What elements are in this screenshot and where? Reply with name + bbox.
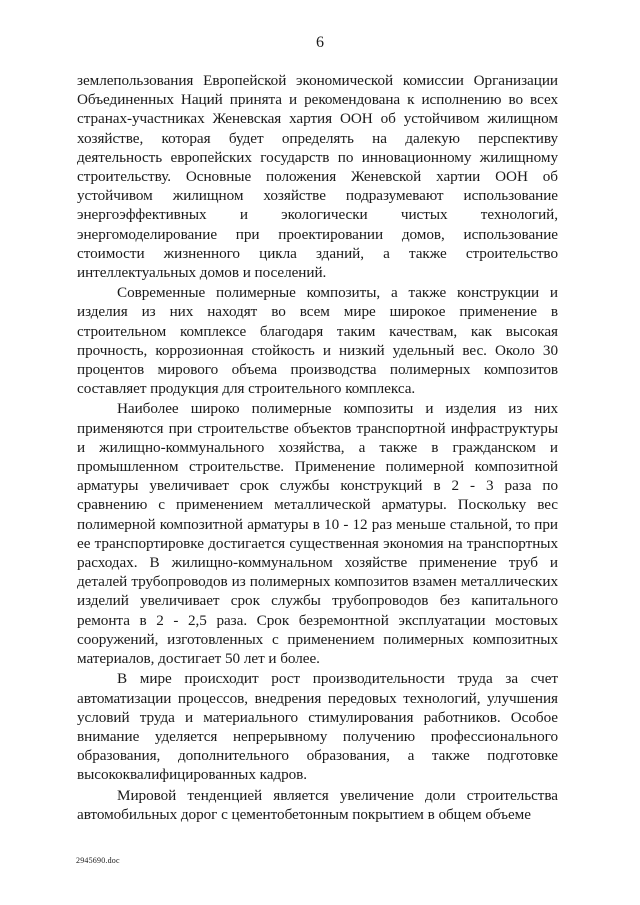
paragraph-polymer-composites: Современные полимерные композиты, а также конструкции и изделия из них находят во всем мире широкое применение в строительном комплексе благодаря таким качествам, как высокая прочность, коррозионная стойкость и низкий удельный вес. Около 30 процентов мирового объема производства полимерных композитов составляет продукция для строительного комплекса.	[77, 284, 558, 398]
paragraph-concrete-roads: Мировой тенденцией является увеличение доли строительства автомобильных дорог с цементобетонным покрытием в общем объеме	[77, 786, 558, 823]
document-file-id: 2945690.doc	[76, 856, 120, 865]
paragraph-composite-applications: Наиболее широко полимерные композиты и изделия из них применяются при строительстве объектов транспортной инфраструктуры и жилищно-коммунального хозяйства, а также в гражданском и промышленном строительстве. Применение полимерной композитной арматуры увеличивает срок службы конструкций в 2 - 3 раза по сравнению с применением металлической арматуры. Поскольку вес полимерной композитной арматуры в 10 - 12 раз меньше стальной, то при ее транспортировке достигается существенная экономия на транспортных расходах. В жилищно-коммунальном хозяйстве применение труб и деталей трубопроводов из полимерных композитов взамен металлических изделий увеличивает срок службы трубопроводов без капитального ремонта в 2 - 2,5 раза. Срок безремонтной эксплуатации мостовых сооружений, изготовленных с применением полимерных композитных материалов, достигает 50 лет и более.	[77, 400, 558, 668]
page-number: 6	[316, 34, 324, 51]
paragraph-geneva-charter: землепользования Европейской экономической комиссии Организации Объединенных Наций принята и рекомендована к исполнению во всех странах-участниках Женевская хартия ООН об устойчивом жилищном хозяйстве, которая будет определять на далекую перспективу деятельность европейских государств по инновационному жилищному строительству. Основные положения Женевской хартии ООН об устойчивом жилищном хозяйстве подразумевают использование энергоэффективных и экологически чистых технологий, энергомоделирование при проектировании домов, использование стоимости жизненного цикла зданий, а также строительство интеллектуальных домов и поселений.	[77, 72, 558, 282]
paragraph-labor-productivity: В мире происходит рост производительности труда за счет автоматизации процессов, внедрения передовых технологий, улучшения условий труда и материального стимулирования работников. Особое внимание уделяется непрерывному получению профессионального образования, дополнительного образования, а также подготовке высококвалифицированных кадров.	[77, 670, 558, 784]
body-text	[77, 71, 558, 824]
